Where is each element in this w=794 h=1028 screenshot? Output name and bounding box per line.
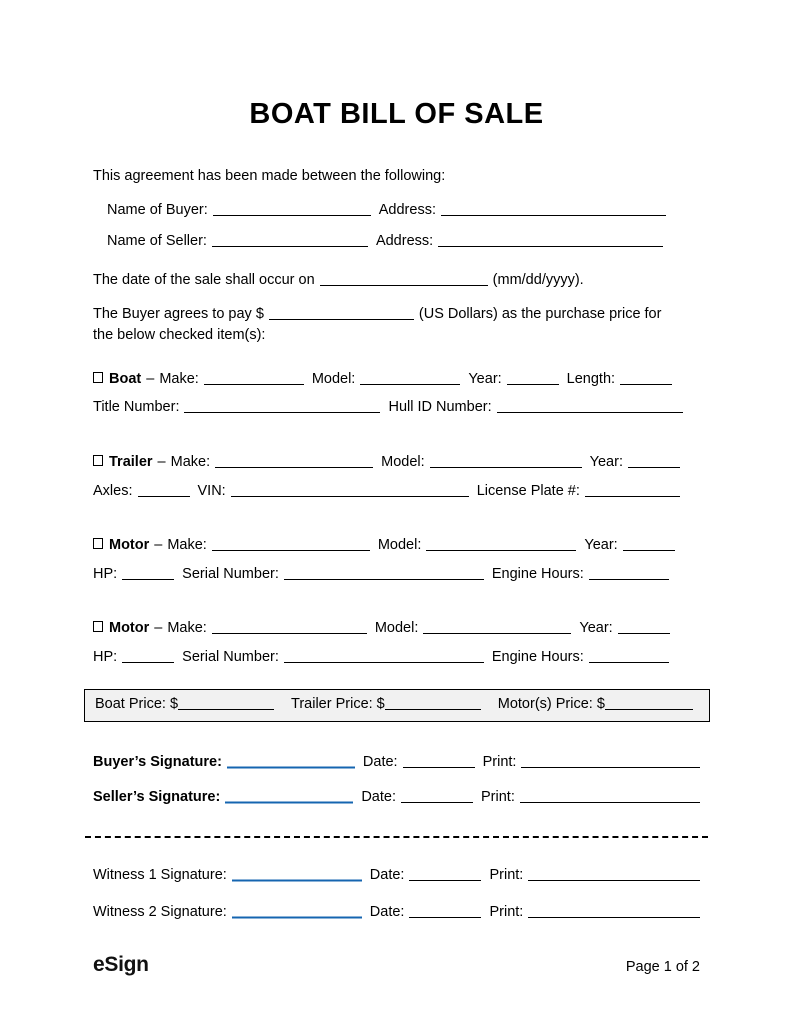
seller-sig-date-label: Date: [361,789,396,805]
trailer-make-blank [215,455,373,468]
boat-year-blank [507,372,559,385]
motor1-serial-label: Serial Number: [182,566,279,582]
motor2-item-row [93,619,700,638]
boat-length-blank [620,372,672,385]
boat-title-number-label: Title Number: [93,399,180,415]
boat-make-label: Make: [159,371,199,387]
motors-price-label: Motor(s) Price: $ [497,696,605,712]
trailer-model-blank [430,455,582,468]
motor1-hp-label: HP: [93,566,118,582]
page-footer [93,953,700,977]
trailer-license-plate-label: License Plate #: [476,483,580,499]
trailer-axles-blank [138,484,190,497]
motor1-year-blank [623,538,675,551]
trailer-details-row [93,482,700,501]
trailer-make-label: Make: [170,454,211,470]
motor2-year-blank [618,621,670,634]
buyer-name-blank [213,203,371,216]
intro-paragraph [93,167,700,186]
boat-model-label: Model: [311,371,356,387]
trailer-vin-blank [231,484,469,497]
motors-price-blank [605,697,693,710]
seller-signature-row [93,788,700,807]
buyer-address-blank [441,203,666,216]
buyer-signature-field[interactable] [227,756,355,769]
boat-hull-id-label: Hull ID Number: [388,399,492,415]
motor1-engine-hours-blank [589,567,669,580]
motor1-make-blank [212,538,370,551]
motor2-dash-separator: – [154,620,163,636]
seller-address-label: Address: [375,233,434,249]
price-summary-box [84,689,710,722]
sale-date-blank [320,273,488,286]
trailer-checkbox[interactable] [93,455,103,466]
motor2-year-label: Year: [579,620,613,636]
boat-item-row [93,370,700,389]
payment-text-after: (US Dollars) as the purchase price for [418,306,662,322]
boat-length-label: Length: [566,371,616,387]
payment-row [93,305,700,324]
purchase-price-blank [269,307,414,320]
buyer-signature-label: Buyer’s Signature: [93,754,222,770]
motor1-make-label: Make: [167,537,207,553]
page-number: Page 1 of 2 [625,959,700,975]
motor2-engine-hours-label: Engine Hours: [491,649,584,665]
trailer-year-blank [628,455,680,468]
motor2-hp-blank [122,650,174,663]
seller-signature-field[interactable] [225,791,353,804]
seller-name-blank [212,234,368,247]
sale-date-format-hint: (mm/dd/yyyy). [492,272,584,288]
buyer-signature-row [93,753,700,772]
motor1-item-name: Motor [109,537,150,553]
witness2-date-label: Date: [369,904,405,920]
motor2-model-label: Model: [374,620,419,636]
motor1-year-label: Year: [584,537,618,553]
motor2-serial-label: Serial Number: [182,649,279,665]
motor1-dash-separator: – [154,537,163,553]
sale-date-text-before: The date of the sale shall occur on [93,272,315,288]
mot2-make-label: Make: [167,620,207,636]
witness1-print-blank [528,868,700,881]
witness2-date-blank [409,905,481,918]
boat-make-blank [204,372,304,385]
boat-year-label: Year: [468,371,502,387]
seller-sig-print-label: Print: [481,789,515,805]
witness1-date-blank [409,868,481,881]
payment-row-line2 [93,326,700,345]
seller-signature-label: Seller’s Signature: [93,789,221,805]
boat-hull-id-blank [497,400,683,413]
trailer-item-row [93,453,700,472]
witness1-print-label: Print: [489,867,524,883]
seller-sig-print-blank [520,790,700,803]
seller-sig-date-blank [401,790,473,803]
motor2-checkbox[interactable] [93,621,103,632]
boat-checkbox[interactable] [93,372,103,383]
boat-dash-separator: – [146,371,155,387]
esign-logo: eSign [93,953,149,976]
witness1-date-label: Date: [369,867,405,883]
motor2-engine-hours-blank [589,650,669,663]
buyer-address-label: Address: [378,202,436,218]
buyer-name-label: Name of Buyer: [107,202,208,218]
witness2-signature-label: Witness 2 Signature: [93,904,227,920]
motor2-details-row [93,648,700,667]
buyer-sig-print-blank [521,755,700,768]
trailer-dash-separator: – [157,454,166,470]
witness1-signature-field[interactable] [232,869,362,882]
boat-price-label: Boat Price: $ [95,696,179,712]
witness1-signature-label: Witness 1 Signature: [93,867,227,883]
witness2-signature-row [93,903,700,922]
witness2-print-label: Print: [489,904,524,920]
motor2-serial-blank [284,650,484,663]
trailer-axles-label: Axles: [93,483,133,499]
motor1-item-row [93,536,700,555]
motor2-item-name: Motor [109,620,150,636]
sale-date-row [93,271,700,290]
motor1-hp-blank [122,567,174,580]
page-title: BOAT BILL OF SALE [249,98,544,130]
seller-name-row [93,232,700,251]
payment-text-before: The Buyer agrees to pay $ [93,306,264,322]
motor2-hp-label: HP: [93,649,118,665]
witness2-print-blank [528,905,700,918]
buyer-sig-date-blank [403,755,475,768]
buyer-sig-date-label: Date: [362,754,398,770]
payment-text-line2: the below checked item(s): [93,327,266,343]
intro-text: This agreement has been made between the following: [93,168,446,184]
motor1-engine-hours-label: Engine Hours: [491,566,584,582]
motor1-model-blank [426,538,576,551]
motor1-checkbox[interactable] [93,538,103,549]
dashed-divider [85,836,708,838]
motor1-model-label: Model: [377,537,422,553]
buyer-sig-print-label: Print: [482,754,517,770]
trailer-price-label: Trailer Price: $ [291,696,385,712]
witness2-signature-field[interactable] [232,906,362,919]
seller-name-label: Name of Seller: [107,233,207,249]
motor1-details-row [93,565,700,584]
buyer-name-row [93,201,700,220]
payment-paragraph [93,305,700,345]
boat-title-row [93,398,700,417]
witness1-signature-row [93,866,700,885]
boat-title-number-blank [184,400,380,413]
trailer-model-label: Model: [381,454,425,470]
trailer-year-label: Year: [589,454,623,470]
motor2-make-blank [212,621,367,634]
trailer-item-name: Trailer [109,454,153,470]
trailer-vin-label: VIN: [197,483,226,499]
motor1-serial-blank [284,567,484,580]
trailer-license-plate-blank [585,484,680,497]
boat-item-name: Boat [109,371,142,387]
boat-model-blank [360,372,460,385]
boat-price-blank [178,697,274,710]
seller-address-blank [438,234,663,247]
trailer-price-blank [385,697,481,710]
motor2-model-blank [423,621,571,634]
